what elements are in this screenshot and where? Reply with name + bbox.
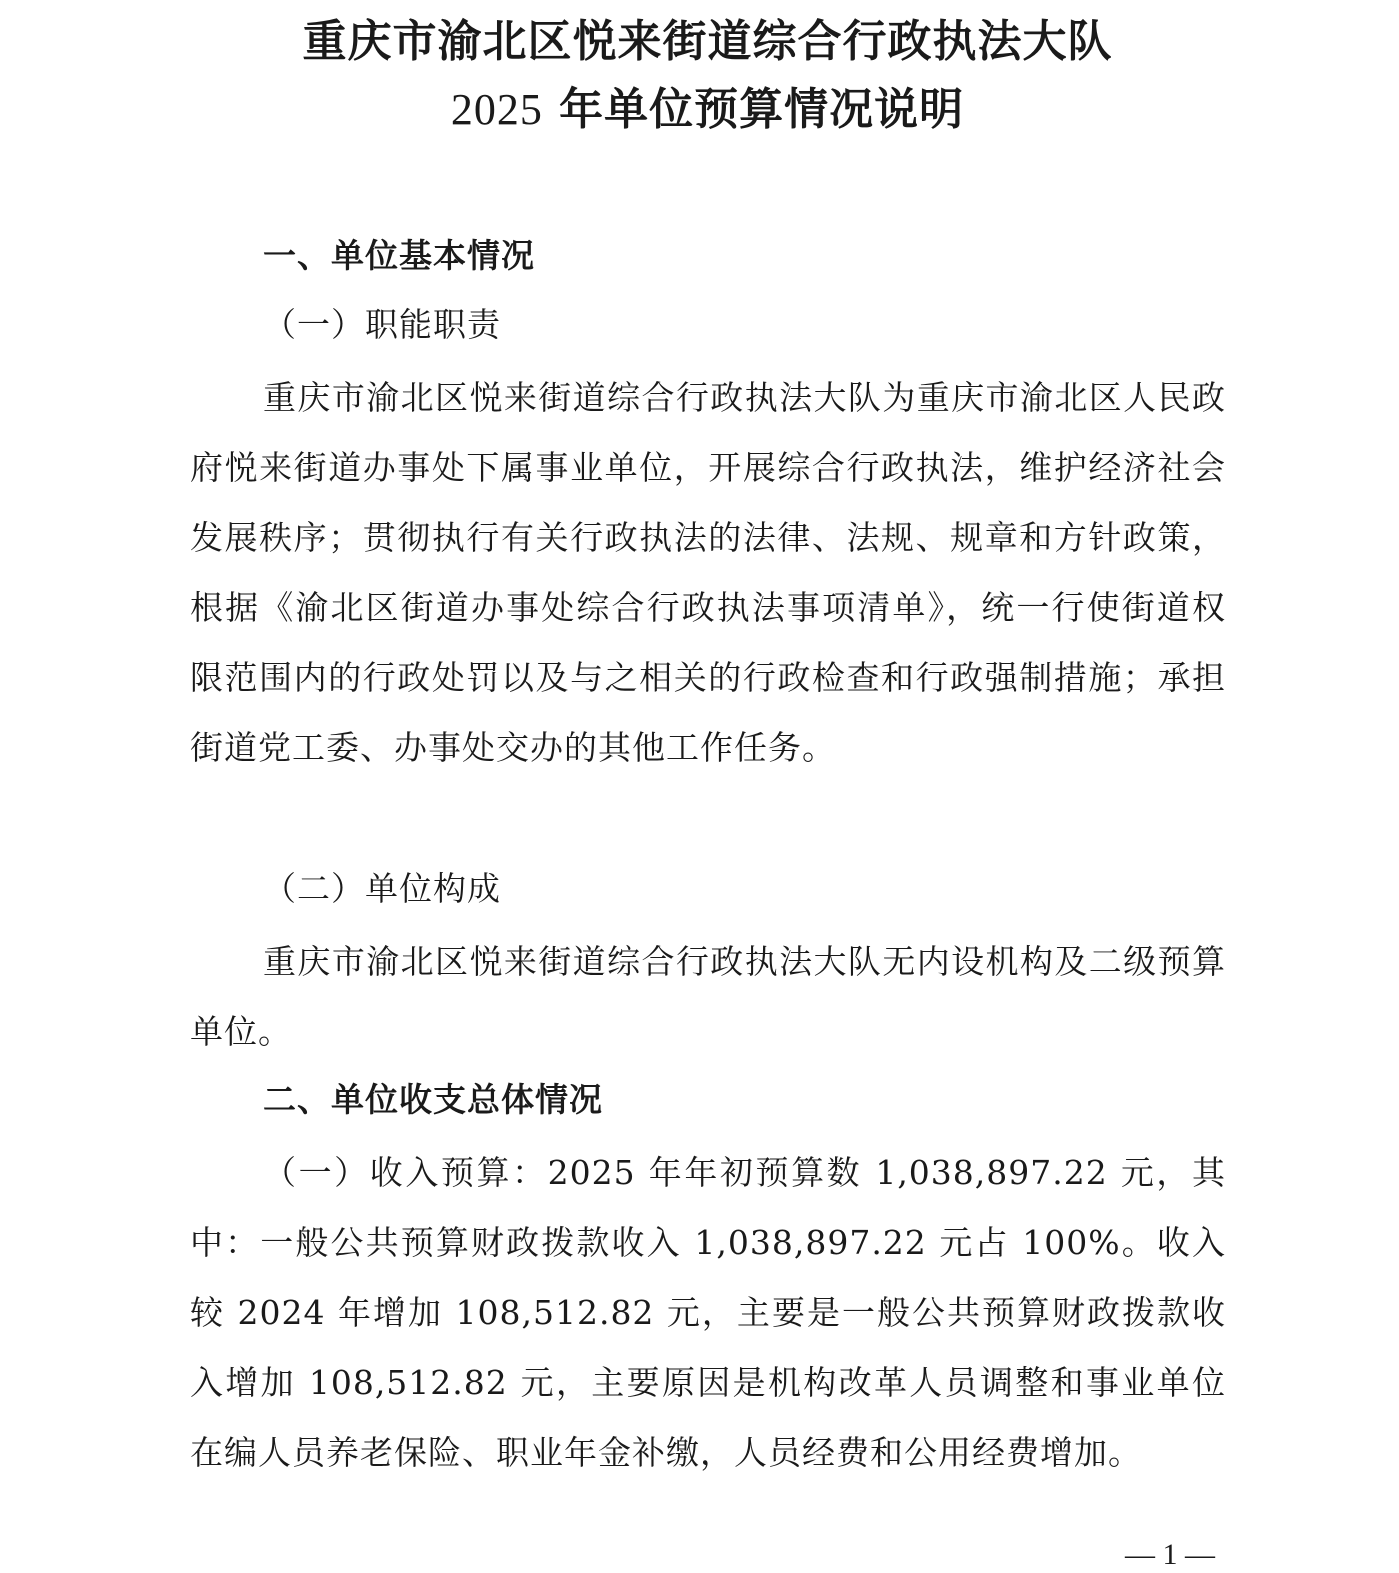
paragraph-structure: 重庆市渝北区悦来街道综合行政执法大队无内设机构及二级预算单位。 (190, 942, 1226, 1051)
subheading-structure: （二）单位构成 (263, 869, 501, 908)
document-title-line1: 重庆市渝北区悦来街道综合行政执法大队 (302, 16, 1113, 67)
section-heading-budget-overview: 二、单位收支总体情况 (263, 1080, 603, 1119)
paragraph-duties: 重庆市渝北区悦来街道综合行政执法大队为重庆市渝北区人民政府悦来街道办事处下属事业单位，开展综合行政执法，维护经济社会发展秩序；贯彻执行有关行政执法的法律、法规、规章和方针政策，根据《渝北区街道办事处综合行政执法事项清单》，统一行使街道权限范围内的行政处罚以及与之相关的行政检查和行政强制措施；承担街道党工委、办事处交办的其他工作任务。 (190, 378, 1226, 767)
title-suffix: 年单位预算情况说明 (542, 84, 965, 135)
document-title-line2 (8, 82, 1399, 138)
title-year: 2025 (450, 85, 543, 134)
page-number: — 1 — (1125, 1538, 1215, 1571)
section-heading-basic-info: 一、单位基本情况 (263, 236, 535, 275)
subheading-duties: （一）职能职责 (263, 305, 501, 344)
paragraph-income-budget: （一）收入预算：2025 年年初预算数 1,038,897.22 元，其中：一般公共预算财政拨款收入 1,038,897.22 元占 100%。收入较 2024 年增加 108,512.82 元，主要是一般公共预算财政拨款收入增加 108,512.82 元，主要原因是机构改革人员调整和事业单位在编人员养老保险、职业年金补缴，人员经费和公用经费增加。 (190, 1153, 1226, 1472)
